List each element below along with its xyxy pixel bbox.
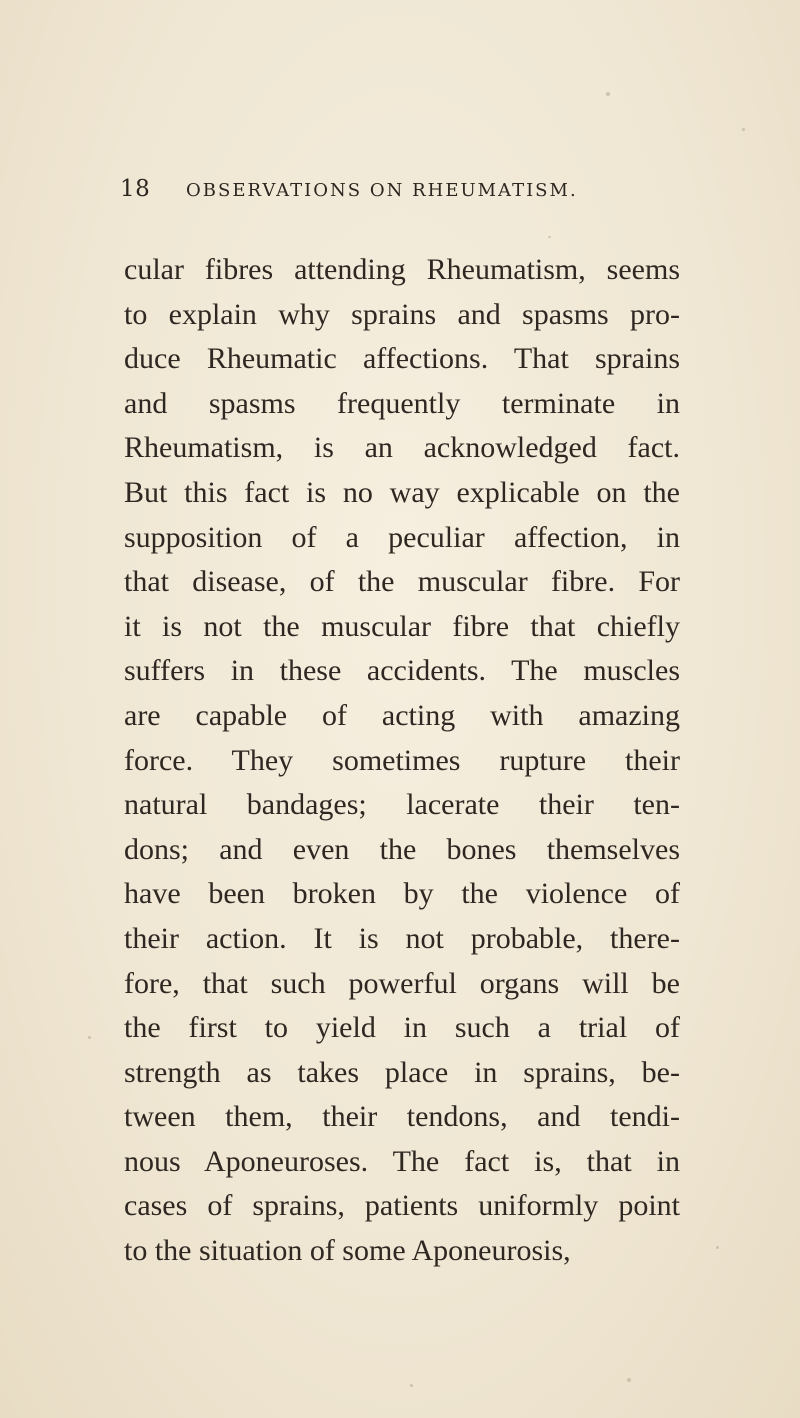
text-line: But this fact is no way explicable on the bbox=[124, 475, 680, 509]
text-line: tween them, their tendons, and tendi- bbox=[124, 1100, 680, 1134]
text-line: to the situation of some Aponeurosis, bbox=[124, 1234, 571, 1268]
text-line: strength as takes place in sprains, be- bbox=[124, 1055, 680, 1089]
paper-speck bbox=[410, 1384, 413, 1387]
text-line: force. They sometimes rupture their bbox=[124, 743, 680, 777]
paper-speck bbox=[88, 1036, 91, 1039]
text-line: supposition of a peculiar affection, in bbox=[124, 520, 680, 554]
text-line: duce Rheumatic affections. That sprains bbox=[124, 342, 680, 376]
body-text bbox=[124, 248, 680, 1274]
text-line: and spasms frequently terminate in bbox=[124, 386, 680, 420]
text-line: to explain why sprains and spasms pro- bbox=[124, 297, 680, 331]
running-head bbox=[120, 176, 680, 206]
text-line: Rheumatism, is an acknowledged fact. bbox=[124, 431, 680, 465]
page-number: 18 bbox=[120, 176, 151, 202]
text-line: natural bandages; lacerate their ten- bbox=[124, 788, 680, 822]
text-line: have been broken by the violence of bbox=[124, 877, 680, 911]
text-line: it is not the muscular fibre that chiefly bbox=[124, 609, 680, 643]
paper-speck bbox=[742, 128, 745, 131]
paper-speck bbox=[548, 236, 551, 238]
text-line: are capable of acting with amazing bbox=[124, 698, 680, 732]
text-line: dons; and even the bones themselves bbox=[124, 832, 680, 866]
paper-speck bbox=[606, 92, 610, 96]
text-line: cular fibres attending Rheumatism, seems bbox=[124, 253, 680, 286]
text-line: that disease, of the muscular fibre. For bbox=[124, 565, 680, 599]
text-line: their action. It is not probable, there- bbox=[124, 921, 680, 955]
text-line: nous Aponeuroses. The fact is, that in bbox=[124, 1144, 680, 1178]
paper-speck bbox=[627, 1378, 631, 1382]
text-line: the first to yield in such a trial of bbox=[124, 1011, 680, 1045]
running-head-title: OBSERVATIONS ON RHEUMATISM. bbox=[186, 180, 578, 201]
text-line: cases of sprains, patients uniformly point bbox=[124, 1189, 680, 1223]
text-line: fore, that such powerful organs will be bbox=[124, 966, 680, 1000]
text-line: suffers in these accidents. The muscles bbox=[124, 654, 680, 688]
paper-speck bbox=[716, 1246, 719, 1249]
